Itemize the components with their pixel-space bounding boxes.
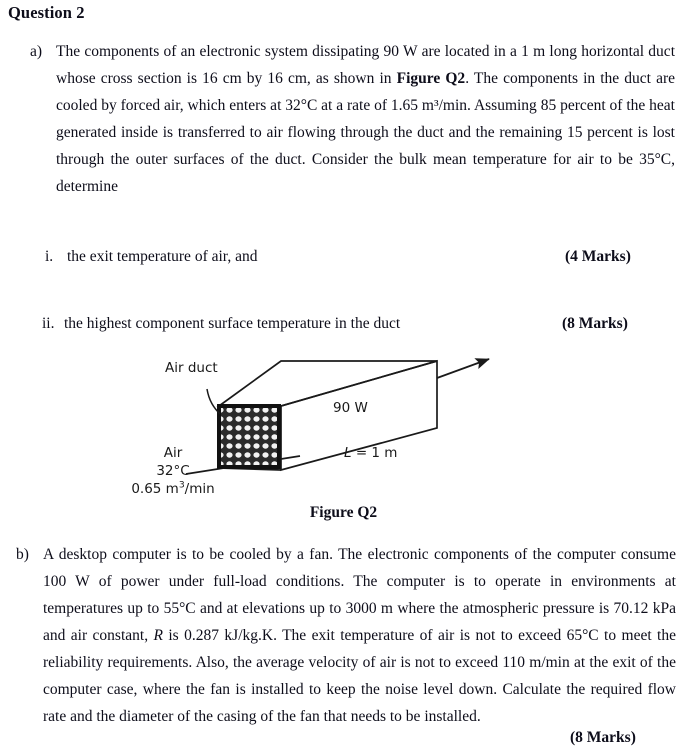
inlet-fluid-label: Air — [163, 445, 183, 461]
inlet-flow-rate — [118, 480, 228, 498]
sub-item-i — [45, 245, 687, 269]
part-b-text — [43, 541, 676, 730]
part-a-text-before-ref: The components of an electronic system dissipating 90 W are located in a 1 m long horizontal duct whose cross section is 16 cm by 16 cm, as shown in — [56, 43, 675, 87]
question-part-a — [30, 38, 675, 200]
sub-item-ii-text: the highest component surface temperature in the duct — [64, 315, 401, 332]
inlet-temperature: 32°C — [156, 463, 190, 479]
question-part-b — [16, 541, 676, 730]
page-title: Question 2 — [8, 3, 85, 22]
exit-flow-arrow — [437, 359, 489, 378]
sub-item-i-marker: i. — [45, 248, 54, 265]
figure-label-power: 90 W — [333, 400, 368, 416]
figure-label-air-duct: Air duct — [165, 360, 218, 376]
length-symbol: L — [344, 445, 352, 461]
part-a-marker: a) — [30, 43, 43, 60]
sub-item-ii-marks: (8 Marks) — [562, 315, 628, 332]
figure-inlet-conditions — [118, 444, 228, 498]
figure-q2 — [0, 352, 687, 527]
part-a-text-after-ref: . The components in the duct are cooled by forced air, which enters at 32°C at a rate of 1.65 m³/min. Assuming 85 percent of the heat generated inside is transferred to air flowing through the duct and the remaining 15 percent is lost through the outer surfaces of the duct. Consider the bulk mean temperature for air to be 35°C, determine — [56, 70, 676, 195]
inlet-flow-unit: /min — [184, 481, 215, 497]
inlet-flow-exponent: 3 — [178, 479, 185, 491]
part-b-marks: (8 Marks) — [570, 729, 636, 746]
gas-constant-symbol: R — [153, 627, 163, 644]
sub-item-i-text: the exit temperature of air, and — [67, 248, 258, 265]
duct-top-face — [219, 361, 437, 406]
sub-item-i-marks: (4 Marks) — [565, 248, 631, 265]
part-b-marker: b) — [16, 546, 29, 563]
part-b-text-seg2: is 0.287 kJ/kg.K. The exit temperature of air is not to exceed 65°C to meet the reliability requirements. Also, the average velocity of air is not to exceed 110 m/min at the exit of the computer case, where the fan is installed to keep the noise level down. Calculate the required flow rate and the diameter of the casing of the fan that needs to be installed. — [43, 627, 676, 725]
length-value: = 1 m — [351, 445, 398, 461]
sub-item-ii — [42, 312, 687, 336]
duct-diagram-svg — [0, 352, 687, 502]
part-a-text — [56, 38, 675, 200]
inlet-flow-value: 0.65 m — [131, 481, 179, 497]
figure-caption: Figure Q2 — [309, 504, 378, 521]
sub-item-ii-marker: ii. — [42, 315, 55, 332]
figure-reference: Figure Q2 — [396, 70, 466, 87]
part-b-text-seg1: A desktop computer is to be cooled by a fan. The electronic components of the computer consume 100 W of power under full-load conditions. The computer is to operate in environments at temperatures up to 55°C and at elevations up to 3000 m where the atmospheric pressure is 70.12 kPa and air constant, — [43, 546, 676, 644]
figure-label-length — [344, 445, 397, 461]
